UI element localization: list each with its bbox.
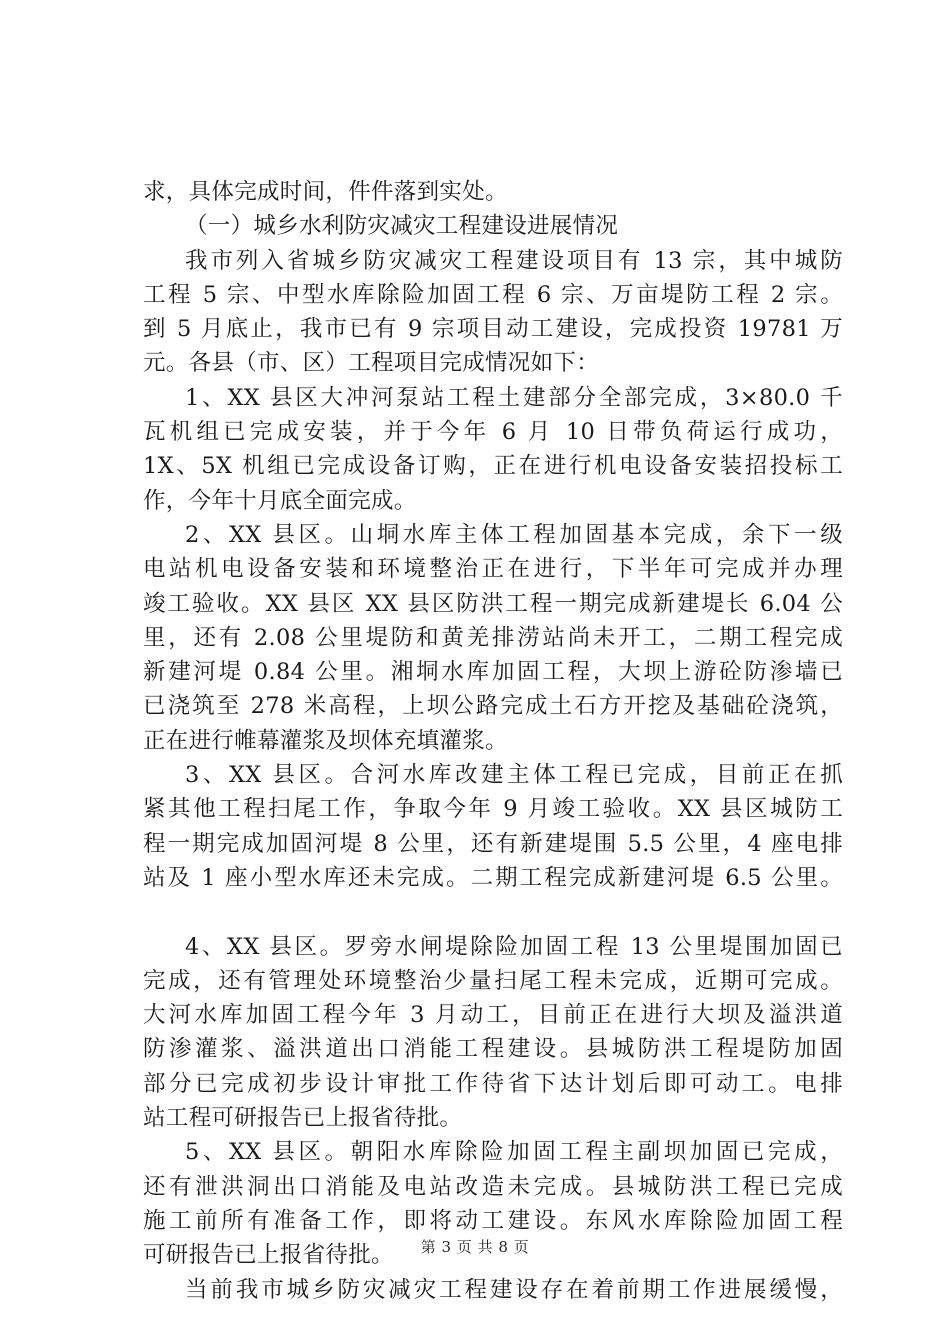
text-line: 当前我市城乡防灾减灾工程建设存在着前期工作进展缓慢， — [185, 1276, 843, 1303]
text-line: 大河水库加固工程今年 3 月动工，目前正在进行大坝及溢洪道 — [143, 1002, 843, 1029]
text-line: 1X、5X 机组已完成设备订购，正在进行机电设备安装招投标工 — [143, 453, 843, 480]
text-line: 可研报告已上报省待批。 — [143, 1242, 394, 1269]
text-line: 到 5 月底止，我市已有 9 宗项目动工建设，完成投资 19781 万 — [143, 316, 843, 343]
document-body — [143, 175, 843, 1307]
text-line: 工程 5 宗、中型水库除险加固工程 6 宗、万亩堤防工程 2 宗。 — [143, 281, 843, 308]
text-line: 4、XX 县区。罗旁水闸堤除险加固工程 13 公里堤围加固已 — [185, 933, 843, 960]
text-line: 里，还有 2.08 公里堤防和黄羌排涝站尚未开工，二期工程完成 — [143, 624, 843, 651]
text-line: 站工程可研报告已上报省待批。 — [143, 1105, 463, 1132]
page-footer: 第 3 页 共 8 页 — [420, 1238, 530, 1256]
text-line: 正在进行帷幕灌浆及坝体充填灌浆。 — [143, 727, 508, 754]
text-line: 完成，还有管理处环境整治少量扫尾工程未完成，近期可完成。 — [143, 967, 843, 994]
text-line: 竣工验收。XX 县区 XX 县区防洪工程一期完成新建堤长 6.04 公 — [143, 590, 843, 617]
text-line: 紧其他工程扫尾工作，争取今年 9 月竣工验收。XX 县区城防工 — [143, 796, 843, 823]
text-line: 元。各县（市、区）工程项目完成情况如下： — [143, 350, 600, 377]
text-line: 作，今年十月底全面完成。 — [143, 487, 417, 514]
text-line: 电站机电设备安装和环境整治正在进行，下半年可完成并办理 — [143, 556, 843, 583]
text-line: 施工前所有准备工作，即将动工建设。东风水库除险加固工程 — [143, 1207, 843, 1234]
text-line: 2、XX 县区。山垌水库主体工程加固基本完成，余下一级 — [185, 521, 843, 548]
text-line: 新建河堤 0.84 公里。湘垌水库加固工程，大坝上游砼防渗墙已 — [143, 659, 843, 686]
text-line: 部分已完成初步设计审批工作待省下达计划后即可动工。电排 — [143, 1070, 843, 1097]
text-line: 5、XX 县区。朝阳水库除险加固工程主副坝加固已完成， — [185, 1139, 843, 1166]
blank-line — [143, 895, 843, 929]
text-line: 还有泄洪洞出口消能及电站改造未完成。县城防洪工程已完成 — [143, 1173, 843, 1200]
text-line: 程一期完成加固河堤 8 公里，还有新建堤围 5.5 公里，4 座电排 — [143, 830, 843, 857]
text-line: 防渗灌浆、溢洪道出口消能工程建设。县城防洪工程堤防加固 — [143, 1036, 843, 1063]
text-line: 求，具体完成时间，件件落到实处。 — [143, 179, 508, 205]
text-line: （一）城乡水利防灾减灾工程建设进展情况 — [185, 213, 619, 240]
text-line: 瓦机组已完成安装，并于今年 6 月 10 日带负荷运行成功， — [143, 419, 843, 446]
text-line: 3、XX 县区。合河水库改建主体工程已完成，目前正在抓 — [185, 762, 843, 789]
text-line: 站及 1 座小型水库还未完成。二期工程完成新建河堤 6.5 公里。 — [143, 864, 843, 891]
text-line: 我市列入省城乡防灾减灾工程建设项目有 13 宗，其中城防 — [185, 247, 843, 274]
text-line: 已浇筑至 278 米高程，上坝公路完成土石方开挖及基础砼浇筑， — [143, 693, 843, 720]
text-line: 1、XX 县区大冲河泵站工程土建部分全部完成，3×80.0 千 — [185, 384, 843, 411]
